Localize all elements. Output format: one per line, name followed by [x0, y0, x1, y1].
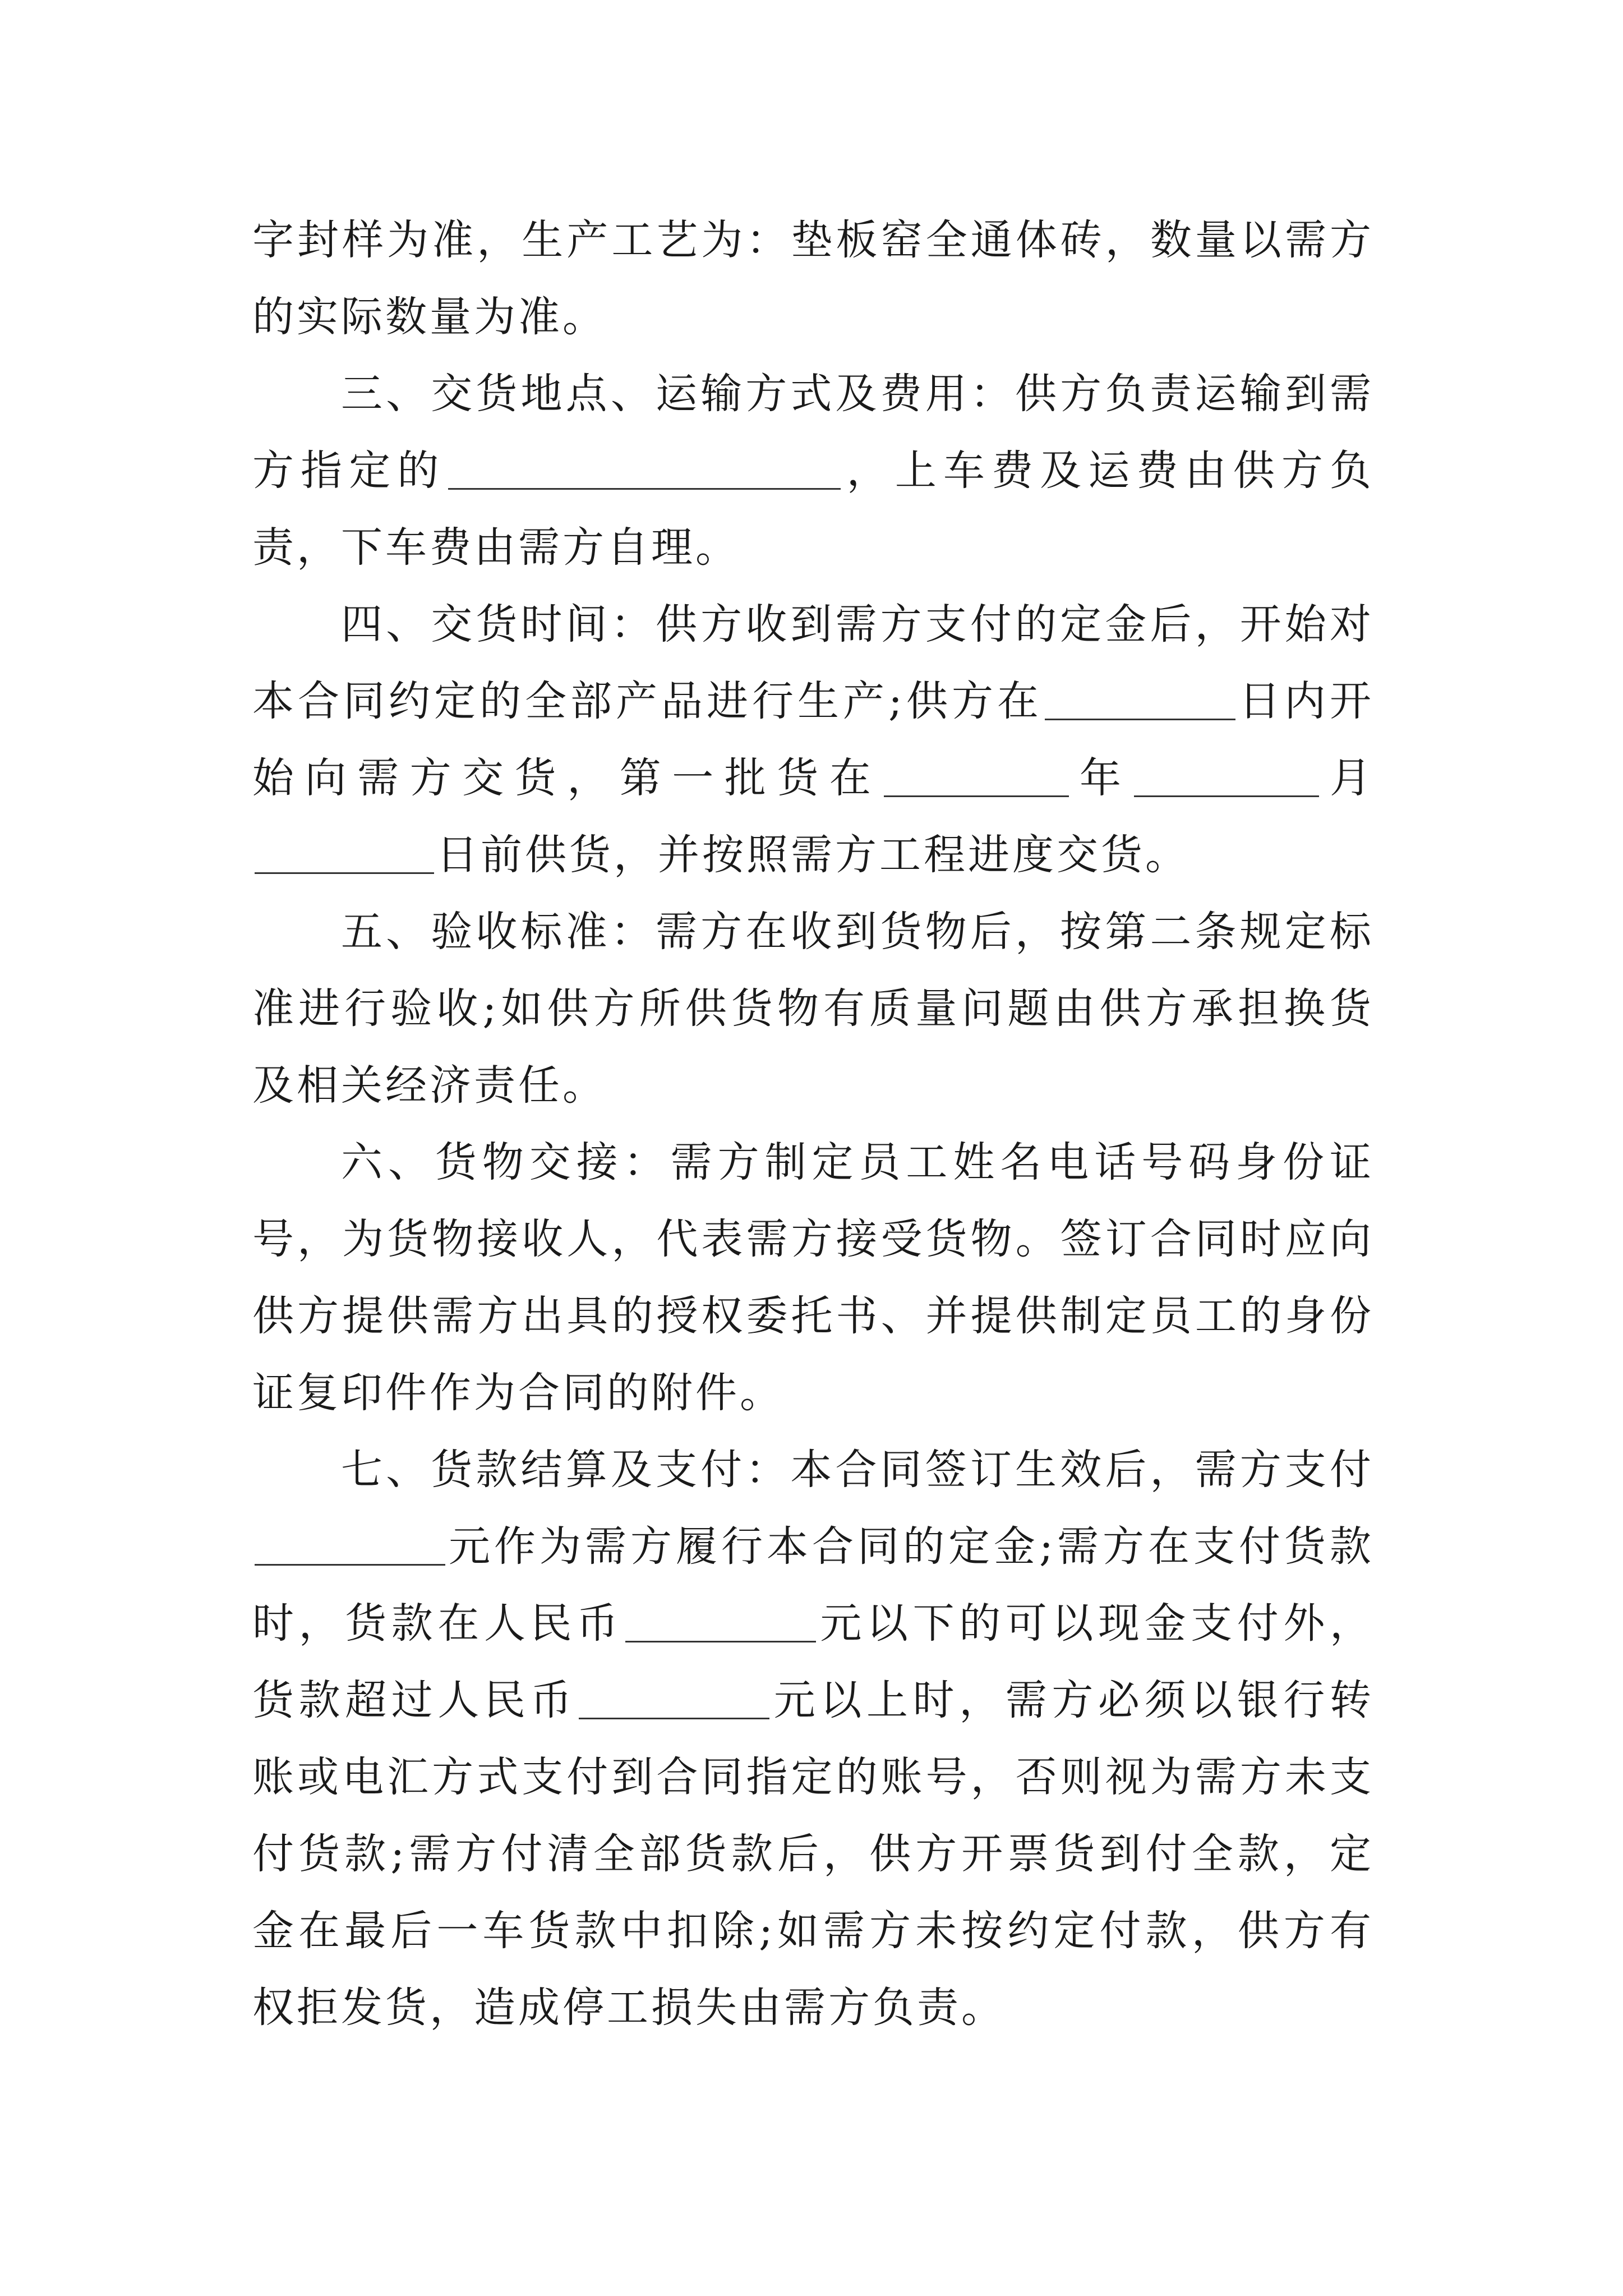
blank-deposit-amount: [255, 1526, 445, 1566]
blank-start-days: [1045, 681, 1235, 720]
paragraph-text: ，上车费及运费由供方负责，下车费由需方自理。: [252, 447, 1375, 572]
paragraph-text: 七、货款结算及支付：本合同签订生效后，需方支付: [341, 1446, 1374, 1494]
paragraph-text: 五、验收标准：需方在收到货物后，按第二条规定标准进行验收;如供方所供货物有质量问题由供方承担换货及相关经济责任。: [252, 908, 1374, 1110]
paragraph-text: 元作为需方履行本合同的定金;需方在支付货款时，货款在人民币: [252, 1522, 1374, 1648]
document-body: [252, 202, 1374, 2046]
paragraph-delivery-time: [252, 586, 1374, 894]
paragraph-text: 元以下的可以现金支付外，货款超过人民币: [252, 1599, 1375, 1724]
paragraph-text: 元以上时，需方必须以银行转账或电汇方式支付到合同指定的账号，否则视为需方未支付货款;需方付清全部货款后，供方开票货到付全款，定金在最后一车货款中扣除;如需方未按约定付款，供方有权拒发货，造成停工损失由需方负责。: [252, 1676, 1375, 2032]
paragraph-text: 六、货物交接：需方制定员工姓名电话号码身份证号，为货物接收人，代表需方接受货物。签订合同时应向供方提供需方出具的授权委托书、并提供制定员工的身份证复印件作为合同的附件。: [252, 1138, 1374, 1417]
paragraph-payment: [252, 1432, 1374, 2046]
blank-month: [1134, 758, 1319, 797]
paragraph-sample-standard: [252, 202, 1374, 356]
paragraph-text: 月: [1321, 754, 1375, 802]
paragraph-text: 日内开始向需方交货，第一批货在: [252, 677, 1374, 802]
blank-transfer-threshold: [579, 1680, 769, 1719]
blank-day: [255, 835, 434, 874]
paragraph-goods-handover: [252, 1124, 1374, 1432]
paragraph-text: 年: [1071, 754, 1132, 802]
paragraph-text: 字封样为准，生产工艺为：垫板窑全通体砖，数量以需方的实际数量为准。: [252, 216, 1374, 341]
blank-year: [884, 758, 1069, 797]
paragraph-acceptance-standard: [252, 894, 1374, 1124]
blank-delivery-location: [448, 450, 841, 490]
paragraph-text: 日前供货，并按照需方工程进度交货。: [436, 831, 1189, 879]
paragraph-text: 四、交货时间：供方收到需方支付的定金后，开始对本合同约定的全部产品进行生产;供方在: [252, 600, 1374, 725]
paragraph-text: 三、交货地点、运输方式及费用：供方负责运输到需方指定的: [252, 370, 1374, 495]
blank-cash-limit: [625, 1603, 816, 1642]
paragraph-delivery-location: [252, 356, 1374, 586]
